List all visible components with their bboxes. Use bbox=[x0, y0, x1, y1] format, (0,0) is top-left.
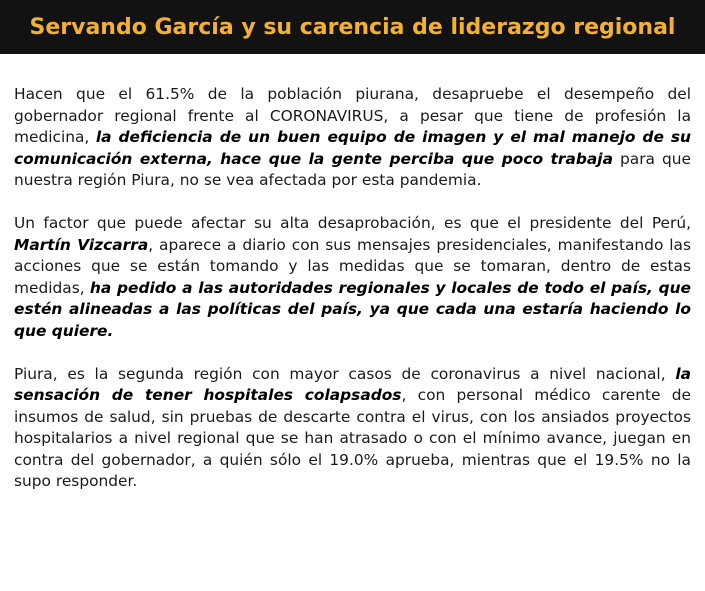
paragraph-2-emphasis: ha pedido a las autoridades regionales y locales de todo el país, que estén alineadas a las políticas del país, ya que cada una estaría haciendo lo que quiere. bbox=[14, 278, 691, 340]
paragraph-3-emphasis: la sensación de tener hospitales colapsados bbox=[14, 364, 691, 404]
paragraph-3 bbox=[14, 364, 691, 493]
paragraph-2-text-mid: , aparece a diario con sus mensajes presidenciales, manifestando las acciones que se están tomando y las medidas que se tomaran, dentro de estas medidas, bbox=[14, 235, 691, 297]
paragraph-3-text: Piura, es la segunda región con mayor casos de coronavirus a nivel nacional, bbox=[14, 364, 676, 383]
paragraph-1 bbox=[14, 84, 691, 192]
paragraph-2-text: Un factor que puede afectar su alta desaprobación, es que el presidente del Perú, bbox=[14, 214, 691, 232]
title-banner bbox=[0, 0, 705, 54]
paragraph-1-text: Hacen que el 61.5% de la población piurana, desapruebe el desempeño del gobernador regional frente al CORONAVIRUS, a pesar que tiene de profesión la medicina, bbox=[14, 85, 691, 146]
page-title: Servando García y su carencia de liderazgo regional bbox=[29, 14, 676, 40]
paragraph-3-text-end: , con personal médico carente de insumos de salud, sin pruebas de descarte contra el virus, con los ansiados proyectos hospitalarios a nivel regional que se han atrasado o con el mínimo avance, juegan en contra del gobernador, a quién sólo el 19.0% aprueba, mientras que el 19.5% no la supo responder. bbox=[14, 386, 691, 490]
paragraph-1-emphasis: la deficiencia de un buen equipo de imagen y el mal manejo de su comunicación externa, hace que la gente perciba que poco trabaja bbox=[14, 128, 692, 168]
paragraph-2 bbox=[14, 213, 691, 342]
article-body bbox=[14, 84, 691, 514]
paragraph-2-emphasis-name: Martín Vizcarra bbox=[14, 235, 149, 254]
paragraph-1-text-end: para que nuestra región Piura, no se vea afectada por esta pandemia. bbox=[14, 149, 691, 189]
